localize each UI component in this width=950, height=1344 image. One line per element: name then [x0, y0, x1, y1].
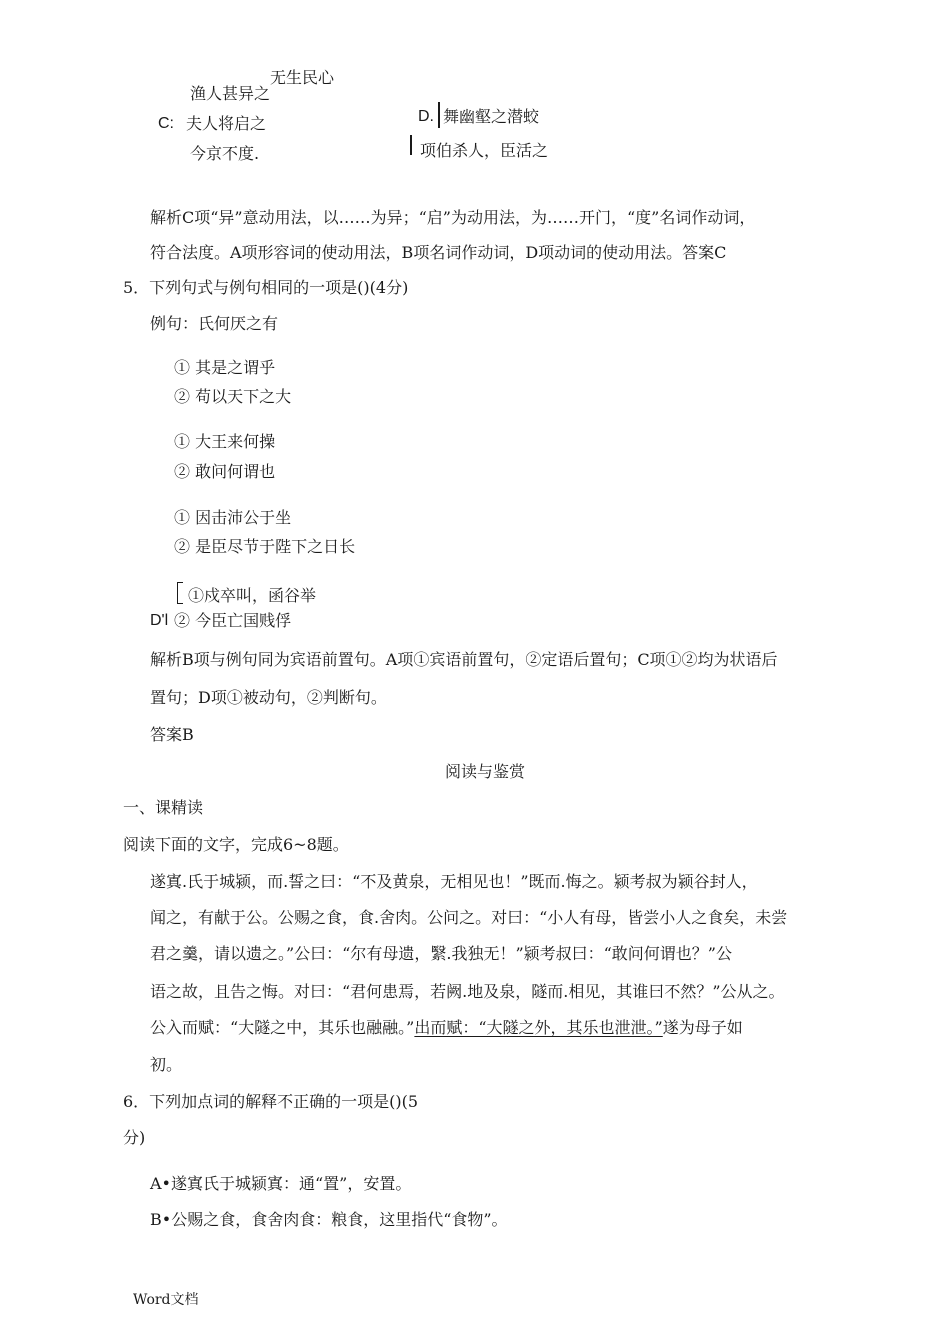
q5-analysis-line-2: 置句；D项①被动句，②判断句。: [150, 688, 387, 707]
q5-option-d-prefix: D'l: [150, 612, 169, 629]
q5-option-a-2: ② 苟以天下之大: [174, 387, 292, 406]
q5-option-b-2: ② 敢问何谓也: [174, 462, 276, 481]
q5-question: 5．下列句式与例句相同的一项是()(4分): [123, 278, 409, 297]
q6-option-b: B•公赐之食，食舍肉食：粮食，这里指代“食物”。: [150, 1210, 508, 1229]
q5-option-d-1: ①戍卒叫，函谷举: [188, 586, 317, 605]
q5-analysis-line-1: 解析B项与例句同为宾语前置句。A项①宾语前置句，②定语后置句；C项①②均为状语后: [150, 650, 778, 669]
option-c-line-3: 今京不度.: [190, 144, 260, 163]
q5-answer: 答案B: [150, 725, 194, 744]
q4-analysis-line-1: 解析C项“异”意动用法，以……为异；“启”为动用法，为……开门，“度”名词作动词，: [150, 208, 756, 227]
q5-example: 例句：氏何厌之有: [150, 314, 279, 333]
section-subtitle: 一、课精读: [123, 798, 204, 817]
option-d-line-2: 项伯杀人，臣活之: [420, 141, 549, 160]
q6-question-cont: 分): [123, 1128, 146, 1147]
reading-instruction: 阅读下面的文字，完成6~8题。: [123, 835, 349, 854]
passage-underlined-sentence: 出而赋：“大隧之外，其乐也泄泄。”: [414, 1018, 663, 1037]
passage-line-2: 闻之，有献于公。公赐之食，食.舍肉。公问之。对曰：“小人有母，皆尝小人之食矣，未尝: [150, 908, 788, 927]
q5-option-c-1: ① 因击沛公于坐: [174, 508, 292, 527]
option-c-line-2: 夫人将启之: [186, 114, 267, 133]
q6-option-a: A•遂寘氏于城颍寘：通“置”，安置。: [150, 1174, 412, 1193]
q4-analysis-line-2: 符合法度。A项形容词的使动用法，B项名词作动词，D项动词的使动用法。答案C: [150, 243, 727, 262]
option-d-bar-top: [438, 102, 440, 128]
section-title: 阅读与鉴赏: [445, 762, 526, 781]
passage-line-5-part-c: 遂为母子如: [662, 1018, 743, 1037]
q5-option-d-bracket: [177, 582, 183, 604]
passage-line-5: [150, 1018, 743, 1038]
q6-question: 6．下列加点词的解释不正确的一项是()(5: [123, 1092, 419, 1111]
q5-option-d-2: ② 今臣亡国贱俘: [174, 611, 292, 630]
option-c-line-1: 渔人甚异之: [190, 84, 271, 103]
q5-option-c-2: ② 是臣尽节于陛下之日长: [174, 537, 356, 556]
option-d-line-1: 舞幽壑之潜蛟: [443, 107, 540, 126]
option-c-line-0: 无生民心: [270, 68, 335, 87]
option-d-label: D.: [418, 108, 434, 125]
passage-line-4: 语之故，且告之悔。对曰：“君何患焉，若阙.地及泉，隧而.相见，其谁曰不然？”公从之。: [150, 982, 785, 1001]
passage-line-1: 遂寘.氏于城颍，而.誓之曰：“不及黄泉，无相见也！”既而.悔之。颍考叔为颍谷封人，: [150, 872, 758, 891]
passage-line-5-part-a: 公入而赋：“大隧之中，其乐也融融。”: [150, 1018, 415, 1037]
q5-option-b-1: ① 大王来何操: [174, 432, 276, 451]
footer-label: Word文档: [133, 1292, 199, 1308]
option-d-bar-bottom: [410, 135, 412, 155]
passage-line-3: 君之羹，请以遗之。”公曰：“尔有母遗，繄.我独无！”颍考叔曰：“敢问何谓也？”公: [150, 944, 732, 963]
passage-line-6: 初。: [150, 1055, 183, 1074]
option-c-label: C:: [158, 115, 174, 132]
q5-option-a-1: ① 其是之谓乎: [174, 358, 276, 377]
